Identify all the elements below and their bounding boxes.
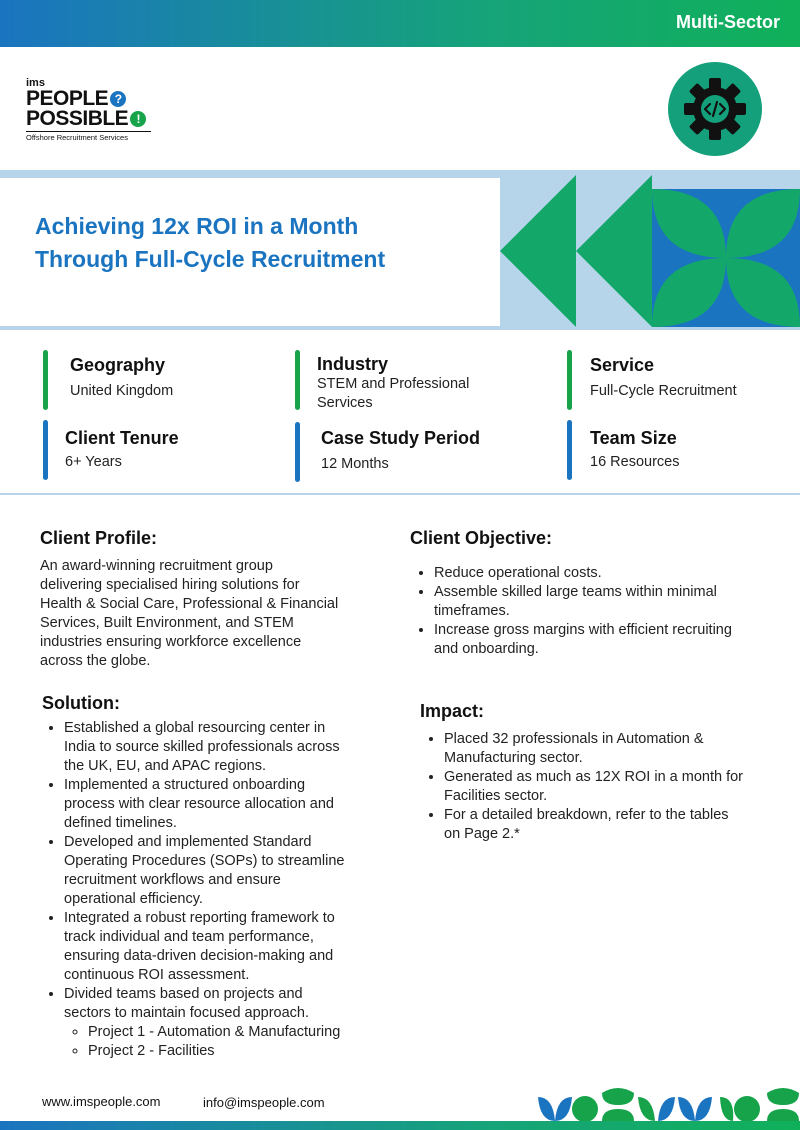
divider bbox=[0, 493, 800, 495]
list-item: • For a detailed breakdown, refer to the tables on Page 2.* bbox=[444, 806, 800, 844]
profile-line: Health & Social Care, Professional & Financial bbox=[40, 596, 339, 612]
list-item: • Assemble skilled large teams within minimal timeframes. bbox=[434, 583, 800, 621]
accent-bar bbox=[295, 422, 300, 482]
tenure-value: 6+ Years bbox=[65, 454, 122, 470]
logo-word-people bbox=[26, 89, 166, 109]
accent-bar bbox=[567, 350, 572, 410]
solution-list bbox=[40, 719, 424, 1061]
profile-line: across the globe. bbox=[40, 653, 151, 669]
service-value: Full-Cycle Recruitment bbox=[590, 383, 737, 399]
exclamation-icon: ! bbox=[130, 111, 146, 127]
logo-word2: POSSIBLE bbox=[26, 107, 129, 130]
code-gear-icon bbox=[668, 62, 762, 156]
list-item: • Integrated a robust reporting framework to track individual and team performance, ensuring data-driven decision-making and continuous ROI assessment. bbox=[64, 909, 424, 985]
company-logo bbox=[26, 78, 166, 144]
profile-line: delivering specialised hiring solutions for bbox=[40, 577, 300, 593]
list-item: • Reduce operational costs. bbox=[434, 564, 800, 583]
sector-label: Multi-Sector bbox=[675, 12, 780, 32]
logo-ims: ims bbox=[26, 77, 45, 89]
industry-label: Industry bbox=[317, 354, 389, 374]
info-industry bbox=[317, 354, 469, 413]
profile-line: An award-winning recruitment group bbox=[40, 558, 273, 574]
list-item: • Developed and implemented Standard Operating Procedures (SOPs) to streamline recruitment workflows and ensure operational efficiency. bbox=[64, 833, 424, 909]
profile-line: Services, Built Environment, and STEM bbox=[40, 615, 294, 631]
geography-label: Geography bbox=[70, 355, 166, 375]
solution-heading: Solution: bbox=[42, 693, 120, 713]
email-link[interactable]: info@imspeople.com bbox=[203, 1095, 325, 1110]
info-period bbox=[321, 428, 480, 474]
footer-decorative-art bbox=[535, 1087, 800, 1123]
industry-value-line-2: Services bbox=[317, 395, 373, 411]
objective-heading: Client Objective: bbox=[410, 528, 553, 548]
list-item: • Generated as much as 12X ROI in a month for Facilities sector. bbox=[444, 768, 800, 806]
list-item: • Placed 32 professionals in Automation & Manufacturing sector. bbox=[444, 730, 800, 768]
geography-value: United Kingdom bbox=[70, 383, 174, 399]
service-label: Service bbox=[590, 355, 655, 375]
profile-heading: Client Profile: bbox=[40, 528, 158, 548]
title-line-1: Achieving 12x ROI in a Month bbox=[35, 213, 359, 239]
list-item: • Established a global resourcing center in India to source skilled professionals across the UK, EU, and APAC regions. bbox=[64, 719, 424, 776]
info-tenure bbox=[65, 428, 179, 472]
website-link[interactable]: www.imspeople.com bbox=[42, 1094, 161, 1109]
team-value: 16 Resources bbox=[590, 454, 680, 470]
info-geography bbox=[70, 355, 173, 401]
list-item: • Divided teams based on projects and sectors to maintain focused approach. ◦ Project 1 - Automation & Manufacturing ◦ Project 2 - Facilities bbox=[64, 985, 424, 1061]
question-icon: ? bbox=[110, 91, 126, 107]
sub-list-item: ◦ Project 1 - Automation & Manufacturing bbox=[88, 1023, 424, 1042]
objective-list bbox=[410, 564, 800, 659]
list-item: • Increase gross margins with efficient recruiting and onboarding. bbox=[434, 621, 800, 659]
bottom-banner bbox=[0, 1121, 800, 1130]
logo-word1: PEOPLE bbox=[26, 87, 109, 110]
profile-text bbox=[40, 557, 390, 671]
accent-bar bbox=[295, 350, 300, 410]
logo-word-possible bbox=[26, 109, 166, 129]
impact-list bbox=[420, 730, 800, 844]
team-label: Team Size bbox=[590, 428, 677, 448]
period-value: 12 Months bbox=[321, 456, 389, 472]
industry-value-line-1: STEM and Professional bbox=[317, 376, 470, 392]
page-title bbox=[35, 210, 485, 276]
sub-list-item: ◦ Project 2 - Facilities bbox=[88, 1042, 424, 1061]
tenure-label: Client Tenure bbox=[65, 428, 179, 448]
accent-bar bbox=[43, 350, 48, 410]
list-item: • Implemented a structured onboarding process with clear resource allocation and defined timelines. bbox=[64, 776, 424, 833]
accent-bar bbox=[43, 420, 48, 480]
profile-line: industries ensuring workforce excellence bbox=[40, 634, 302, 650]
project-sublist bbox=[64, 1023, 424, 1061]
impact-heading: Impact: bbox=[420, 701, 485, 721]
period-label: Case Study Period bbox=[321, 428, 481, 448]
title-line-2: Through Full-Cycle Recruitment bbox=[35, 246, 386, 272]
info-service bbox=[590, 355, 737, 401]
accent-bar bbox=[567, 420, 572, 480]
divider bbox=[0, 328, 800, 330]
hero-decorative-art bbox=[500, 175, 800, 327]
info-team bbox=[590, 428, 679, 472]
logo-tagline: Offshore Recruitment Services bbox=[26, 131, 151, 142]
